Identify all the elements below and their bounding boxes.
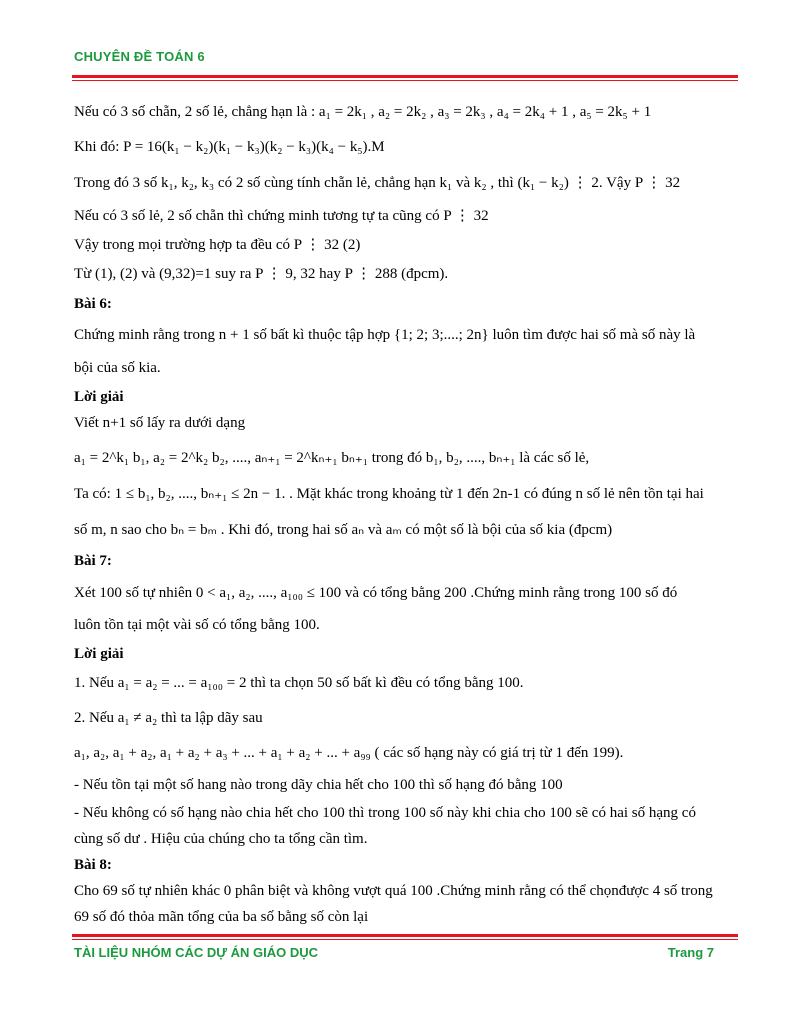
text-line: 1. Nếu a₁ = a₂ = ... = a₁₀₀ = 2 thì ta chọn 50 số bất kì đều có tổng bằng 100. (74, 675, 524, 691)
text-line: a₁ = 2^k₁ b₁, a₂ = 2^k₂ b₂, ...., aₙ₊₁ = 2^kₙ₊₁ bₙ₊₁ trong đó b₁, b₂, ...., bₙ₊₁ là các số lẻ, (74, 450, 590, 466)
text-line: cùng số dư . Hiệu của chúng cho ta tổng cần tìm. (74, 831, 368, 847)
text-line: 69 số đó thỏa mãn tổng của ba số bằng số còn lại (74, 909, 369, 925)
footer-rule-thin (72, 939, 738, 940)
exercise-heading: Bài 6: (74, 296, 112, 312)
text-line: Trong đó 3 số k₁, k₂, k₃ có 2 số cùng tính chẵn lẻ, chẳng hạn k₁ và k₂ , thì (k₁ − k₂) ⋮ 2. Vậy P ⋮ 32 (74, 175, 681, 191)
text-line: Cho 69 số tự nhiên khác 0 phân biệt và không vượt quá 100 .Chứng minh rằng có thể chọnđược 4 số trong (74, 883, 713, 899)
exercise-heading: Bài 7: (74, 553, 112, 569)
header-title: CHUYÊN ĐỀ TOÁN 6 (74, 49, 205, 64)
text-line: Nếu có 3 số chẵn, 2 số lẻ, chẳng hạn là : a₁ = 2k₁ , a₂ = 2k₂ , a₃ = 2k₃ , a₄ = 2k₄ + 1 , a₅ = 2k₅ + 1 (74, 104, 652, 120)
text-line: Viết n+1 số lấy ra dưới dạng (74, 415, 246, 431)
text-line: bội của số kia. (74, 360, 161, 376)
text-line: Ta có: 1 ≤ b₁, b₂, ...., bₙ₊₁ ≤ 2n − 1. . Mặt khác trong khoảng từ 1 đến 2n-1 có đúng n số lẻ nên tồn tại hai (74, 486, 704, 502)
text-line: 2. Nếu a₁ ≠ a₂ thì ta lập dãy sau (74, 710, 263, 726)
exercise-heading: Bài 8: (74, 857, 112, 873)
text-line: Khi đó: P = 16(k₁ − k₂)(k₁ − k₃)(k₂ − k₃)(k₄ − k₅).M (74, 139, 385, 155)
footer-title: TÀI LIỆU NHÓM CÁC DỰ ÁN GIÁO DỤC (74, 945, 319, 960)
text-line: Xét 100 số tự nhiên 0 < a₁, a₂, ...., a₁₀₀ ≤ 100 và có tổng bằng 200 .Chứng minh rằng trong 100 số đó (74, 585, 678, 601)
solution-heading: Lời giải (74, 646, 124, 662)
solution-heading: Lời giải (74, 389, 124, 405)
text-line: Từ (1), (2) và (9,32)=1 suy ra P ⋮ 9, 32 hay P ⋮ 288 (đpcm). (74, 266, 449, 282)
footer-rule (72, 934, 738, 937)
text-line: - Nếu tồn tại một số hang nào trong dãy chia hết cho 100 thì số hạng đó bằng 100 (74, 777, 563, 793)
header-rule (72, 75, 738, 78)
text-line: luôn tồn tại một vài số có tổng bằng 100. (74, 617, 320, 633)
text-line: số m, n sao cho bₙ = bₘ . Khi đó, trong hai số aₙ và aₘ có một số là bội của số kia (đpcm) (74, 522, 613, 538)
text-line: Nếu có 3 số lẻ, 2 số chẵn thì chứng minh tương tự ta cũng có P ⋮ 32 (74, 208, 489, 224)
page-number: Trang 7 (667, 945, 714, 960)
text-line: - Nếu không có số hạng nào chia hết cho 100 thì trong 100 số này khi chia cho 100 sẽ có hai số hạng có (74, 805, 696, 821)
text-line: a₁, a₂, a₁ + a₂, a₁ + a₂ + a₃ + ... + a₁ + a₂ + ... + a₉₉ ( các số hạng này có giá trị từ 1 đến 199). (74, 745, 624, 761)
text-line: Vậy trong mọi trường hợp ta đều có P ⋮ 32 (2) (74, 237, 361, 253)
header-rule-thin (72, 80, 738, 81)
text-line: Chứng minh rằng trong n + 1 số bất kì thuộc tập hợp {1; 2; 3;....; 2n} luôn tìm được hai số mà số này là (74, 327, 696, 343)
